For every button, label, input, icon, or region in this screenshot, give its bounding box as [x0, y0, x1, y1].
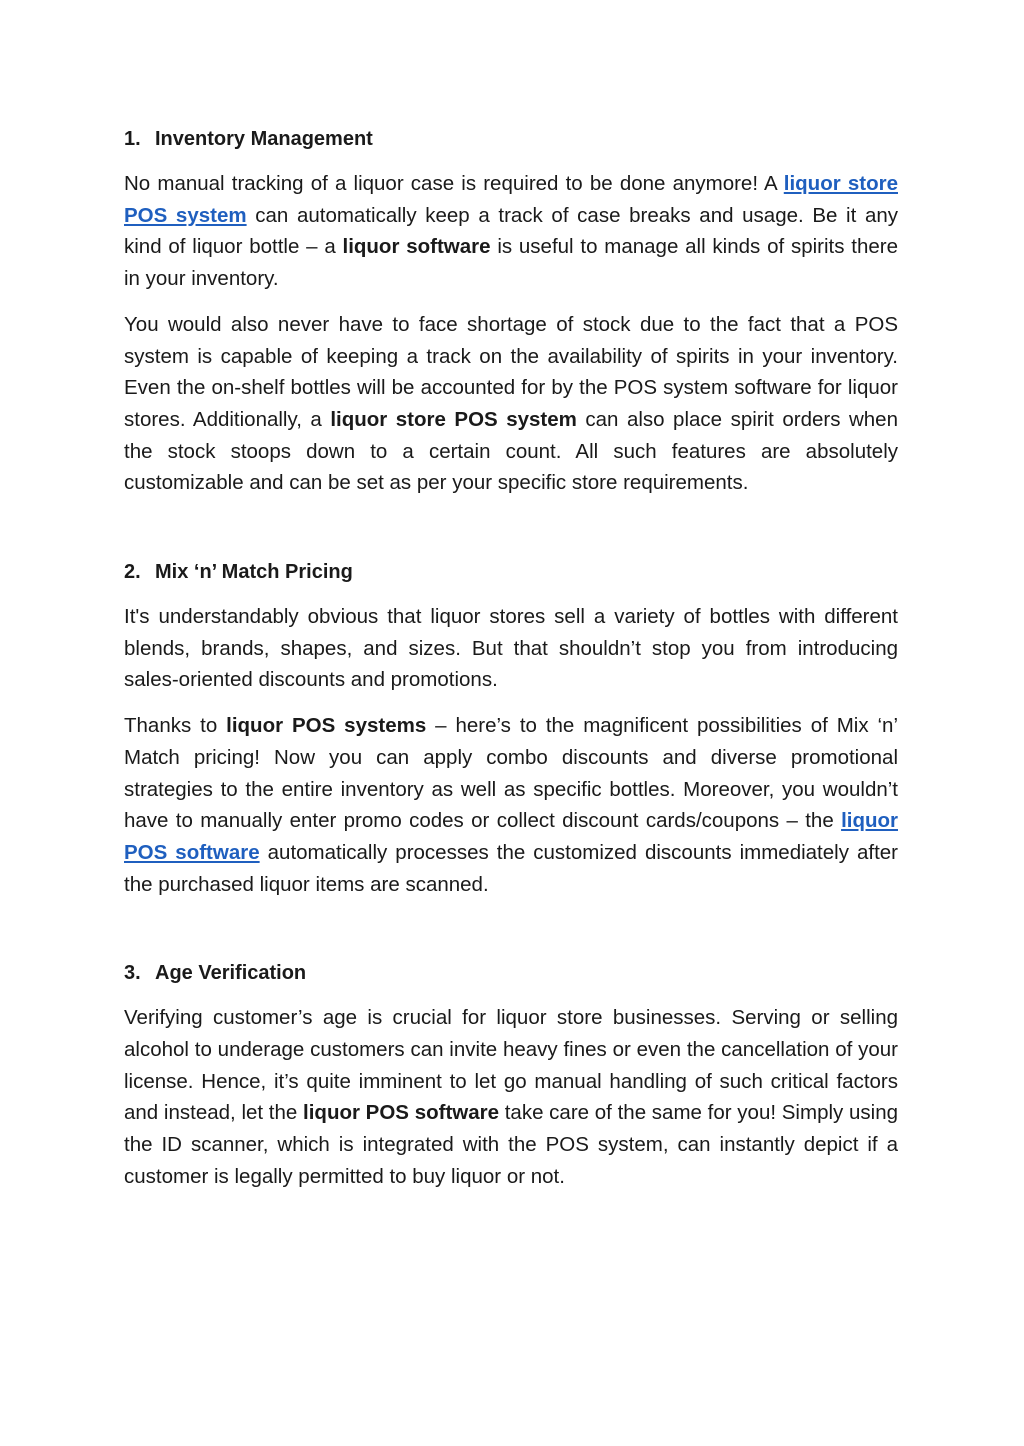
section-title: Mix ‘n’ Match Pricing	[155, 561, 353, 584]
section-number: 1.	[124, 128, 141, 150]
paragraph	[124, 168, 898, 295]
body-text: – here’s to the magnificent possibilities of Mix ‘n’ Match pricing! Now you can apply combo discounts and diverse promotional strategies to the entire inventory as well as specific bottles. Moreover, you wouldn’t have to manually enter promo codes or collect discount cards/coupons – the	[124, 714, 898, 833]
section-spacer	[124, 513, 898, 557]
section-1	[124, 124, 898, 499]
body-text: Thanks to	[124, 714, 227, 738]
bold-text: liquor POS systems	[226, 714, 427, 738]
bold-text: liquor POS software	[303, 1101, 499, 1125]
paragraph	[124, 309, 898, 499]
paragraph	[124, 710, 898, 900]
section-heading	[124, 958, 898, 988]
bold-text: liquor store POS system	[330, 407, 577, 431]
inline-link[interactable]: liquor POS software	[124, 809, 898, 864]
section-heading	[124, 557, 898, 587]
section-3	[124, 958, 898, 1192]
section-number: 2.	[124, 561, 141, 584]
body-text: is useful to manage all kinds of spirits there in your inventory.	[124, 235, 898, 291]
body-text: can also place spirit orders when the stock stoops down to a certain count. All such features are absolutely customizable and can be set as per your specific store requirements.	[124, 407, 898, 495]
section-number: 3.	[124, 962, 141, 985]
body-text: You would also never have to face shortage of stock due to the fact that a POS system is capable of keeping a track on the availability of spirits in your inventory. Even the on-shelf bottles will be accounted for by the POS system software for liquor stores. Additionally, a	[124, 312, 898, 431]
bold-text: liquor software	[342, 235, 491, 259]
section-heading	[124, 124, 898, 154]
paragraph	[124, 601, 898, 696]
section-title: Inventory Management	[155, 128, 373, 150]
body-text: It's understandably obvious that liquor stores sell a variety of bottles with different blends, brands, shapes, and sizes. But that shouldn’t stop you from introducing sales-oriented discounts and promotions.	[124, 605, 898, 692]
inline-link[interactable]: liquor store POS system	[124, 172, 898, 227]
body-text: Verifying customer’s age is crucial for liquor store businesses. Serving or selling alcohol to underage customers can invite heavy fines or even the cancellation of your license. Hence, it’s quite imminent to let go manual handling of such critical factors and instead, let the	[124, 1006, 898, 1125]
paragraph	[124, 1002, 898, 1192]
body-text: can automatically keep a track of case breaks and usage. Be it any kind of liquor bottle – a	[124, 203, 898, 259]
section-2	[124, 557, 898, 900]
section-spacer	[124, 914, 898, 958]
body-text: No manual tracking of a liquor case is required to be done anymore! A	[124, 172, 784, 195]
section-title: Age Verification	[155, 962, 307, 985]
document-body	[124, 124, 898, 1207]
body-text: take care of the same for you! Simply using the ID scanner, which is integrated with the POS system, can instantly depict if a customer is legally permitted to buy liquor or not.	[124, 1101, 898, 1188]
body-text: automatically processes the customized discounts immediately after the purchased liquor items are scanned.	[124, 840, 899, 896]
